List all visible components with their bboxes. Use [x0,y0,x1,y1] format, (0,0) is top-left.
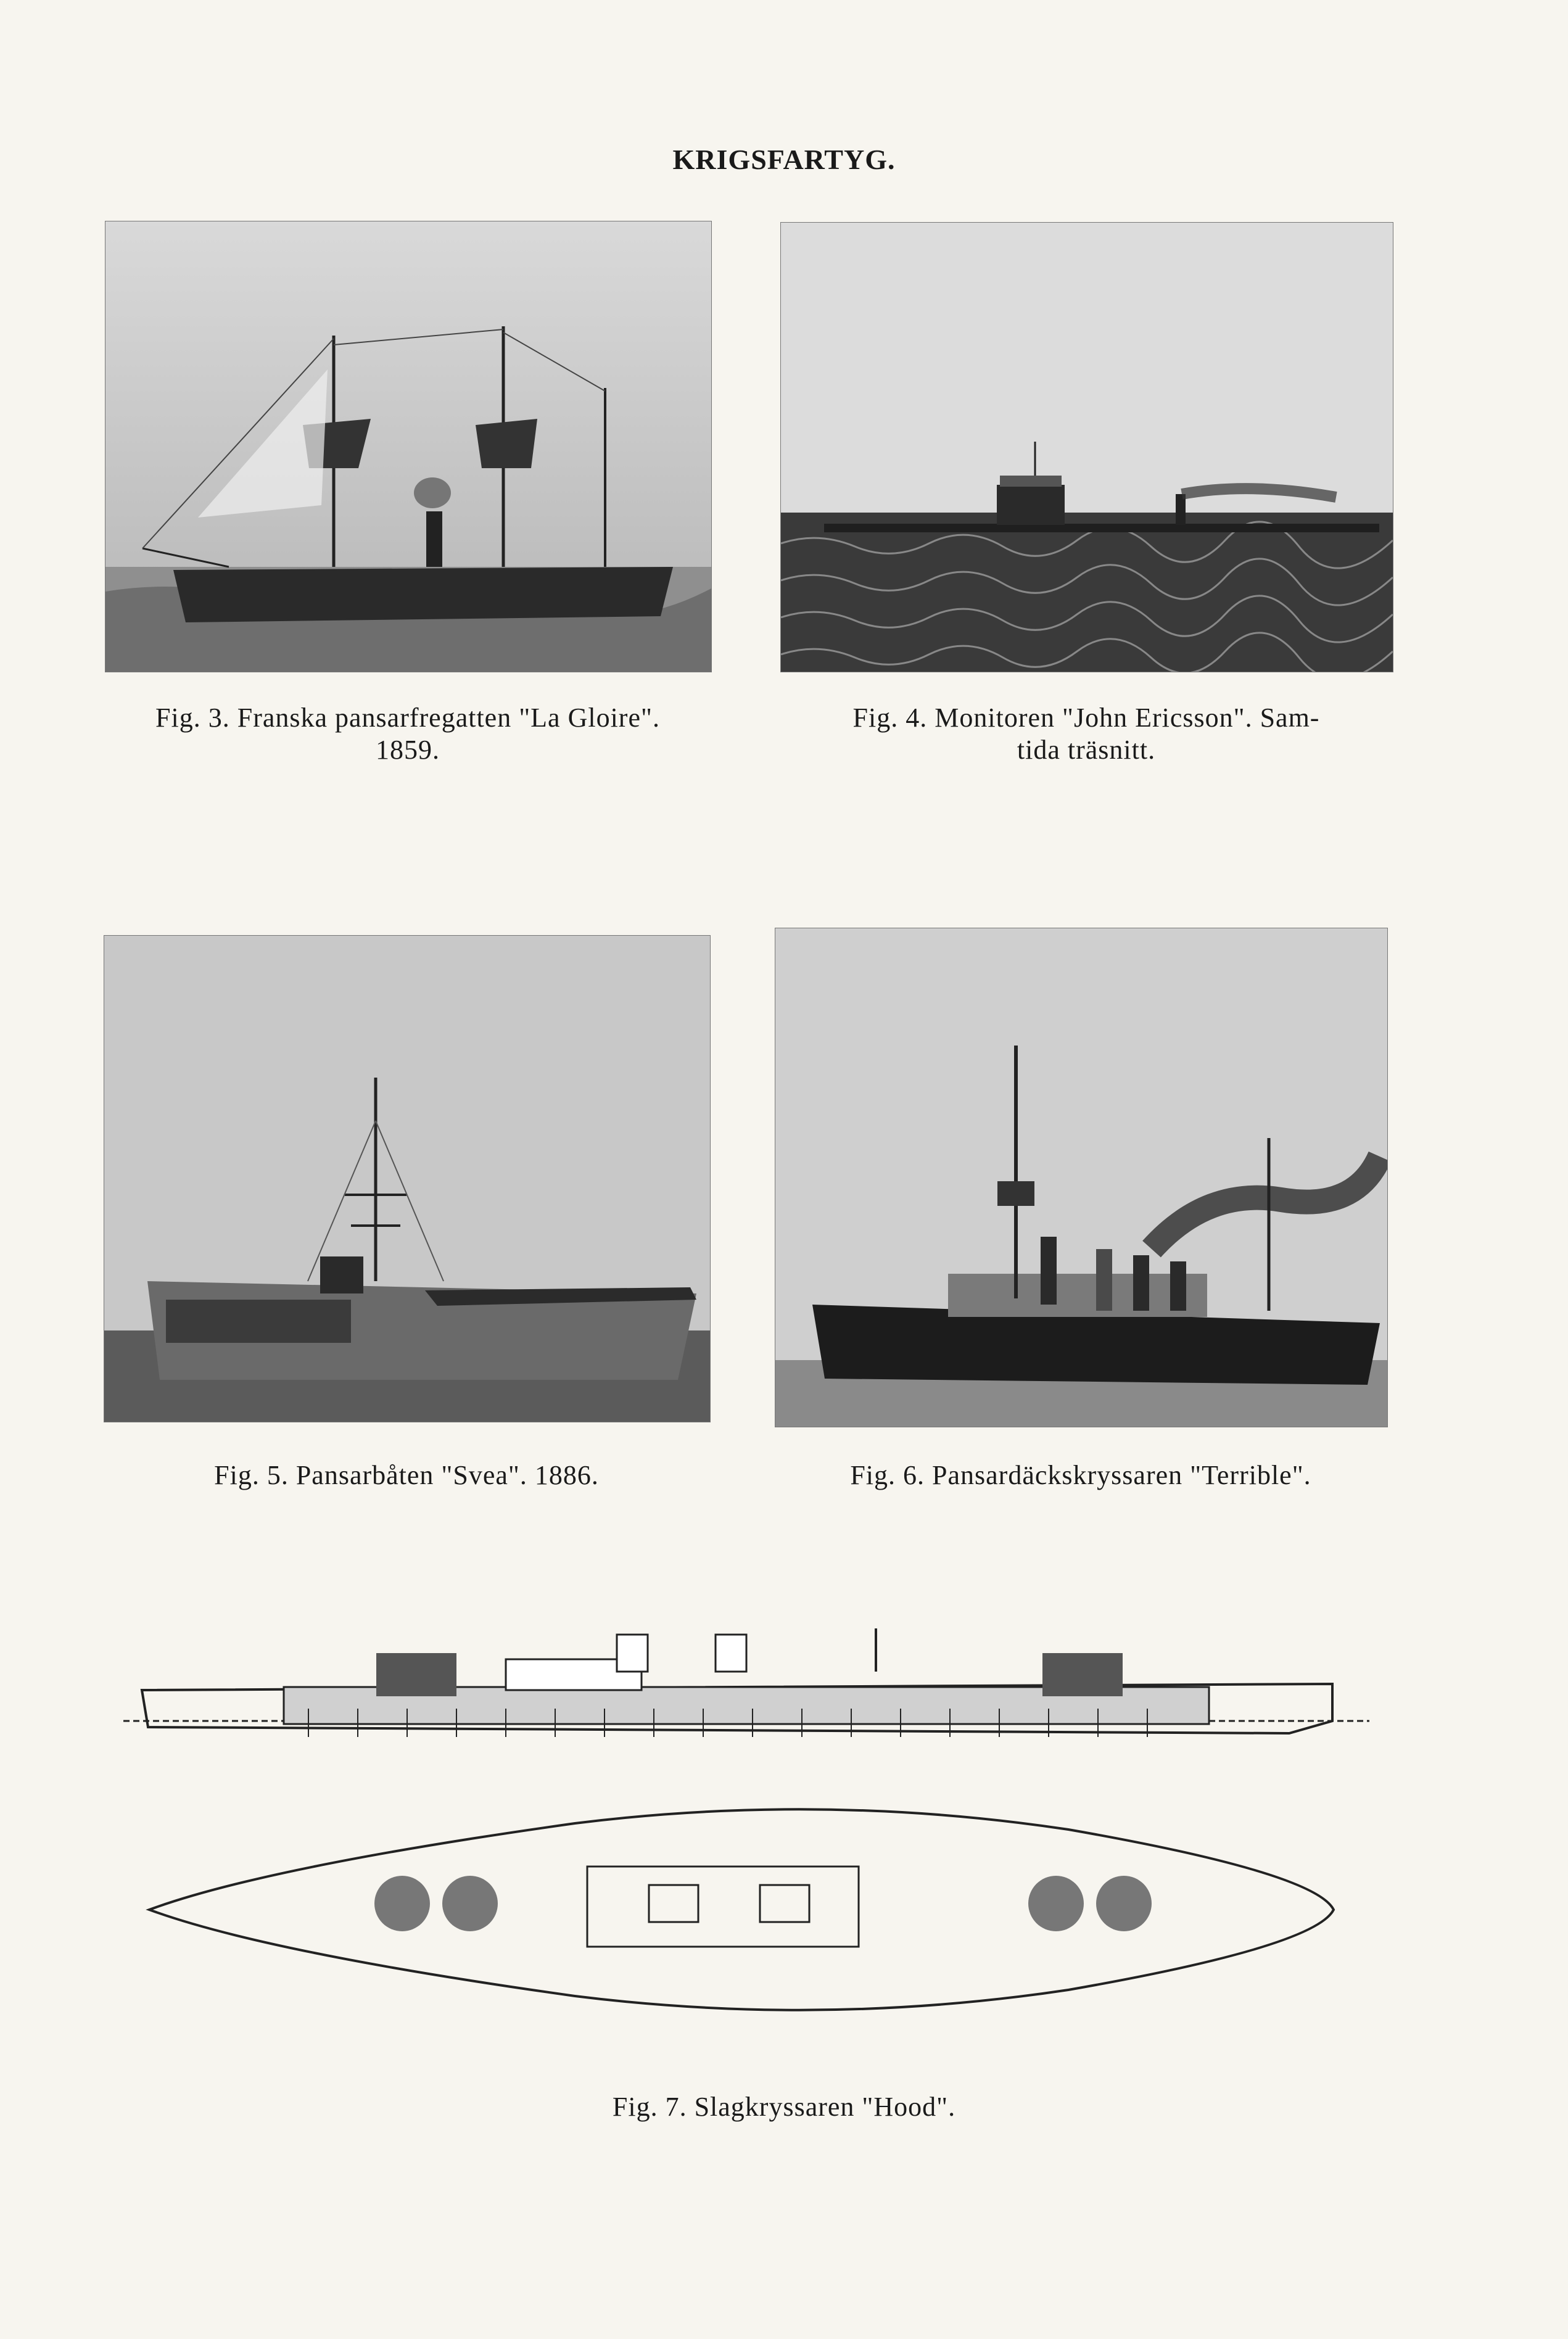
fig5-caption-line1: Fig. 5. Pansarbåten "Svea". 1886. [214,1460,599,1490]
page-title: KRIGSFARTYG. [672,144,896,175]
fig7-hood-plan-drawing [143,1749,1337,2070]
fig4-caption-line1: Fig. 4. Monitoren "John Ericsson". Sam- [852,703,1320,733]
fig3-photo-la-gloire [105,221,712,672]
fig6-caption [775,1459,1387,1491]
fig7-caption [370,2091,1198,2123]
fig3-caption-line2: 1859. [376,735,440,765]
fig3-caption [105,702,711,766]
fig3-caption-line1: Fig. 3. Franska pansarfregatten "La Gloire". [155,703,660,733]
fig4-photo-john-ericsson [780,222,1393,672]
fig4-caption [780,702,1392,766]
fig5-photo-svea [104,935,711,1422]
fig6-caption-line1: Fig. 6. Pansardäckskryssaren "Terrible". [850,1460,1311,1490]
fig7-caption-line1: Fig. 7. Slagkryssaren "Hood". [612,2092,956,2122]
fig5-caption [104,1459,709,1491]
fig7-hood-profile-drawing [123,1628,1369,1737]
fig6-photo-terrible [775,928,1388,1427]
fig4-caption-line2: tida träsnitt. [1017,735,1156,765]
